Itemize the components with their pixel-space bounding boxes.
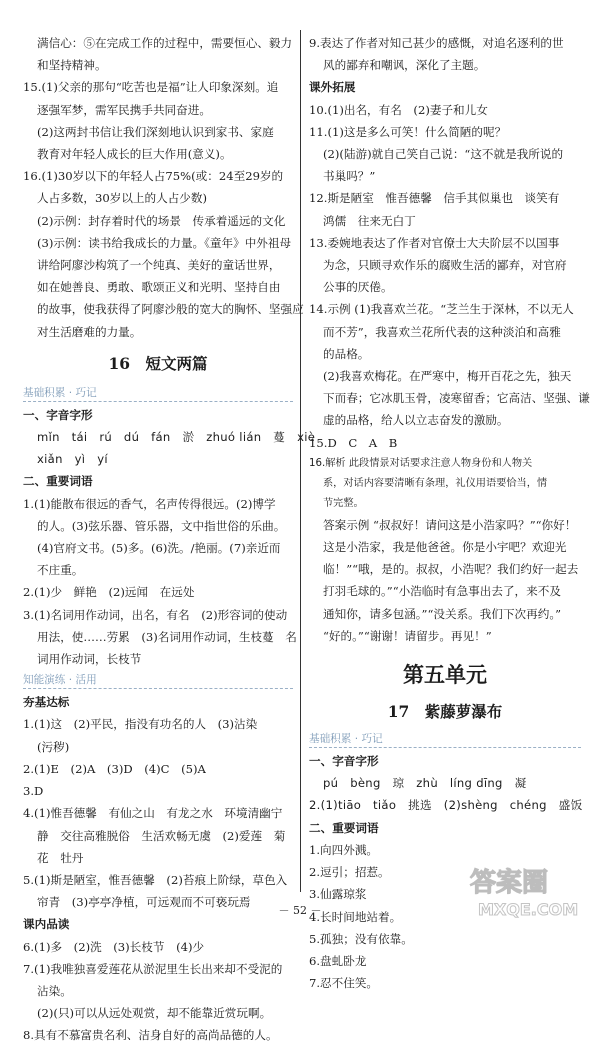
answer-line: 16.(1)30岁以下的年轻人占75%(或：24至29岁的 (23, 169, 284, 184)
answer-line: 鸿儒 往来无白丁 (323, 213, 416, 228)
answer-line: 花 牡丹 (37, 850, 84, 865)
answer-line: 沾染。 (37, 983, 72, 998)
answer-line: 13.委婉地表达了作者对官僚士大夫阶层不以国事 (309, 235, 560, 250)
answer-line: 2.(1)少 鲜艳 (2)远闻 在远处 (23, 585, 195, 600)
answer-line: 7.(1)我唯独喜爱莲花从淤泥里生长出来却不受泥的 (23, 961, 283, 976)
answer-line: 下而春；它冰肌玉骨，凌寒留香；它高洁、坚强、谦 (323, 391, 590, 406)
analysis-line: 系，对话内容要清晰有条理，礼仪用语要恰当，情 (323, 477, 548, 489)
answer-line: 的品格。 (323, 346, 370, 361)
answer-line: 满信心：⑤在完成工作的过程中，需要恒心、毅力 (37, 36, 293, 50)
answer-line: 静 交往高雅脱俗 生活欢畅无虞 (2)爱莲 菊 (37, 828, 286, 843)
lesson-title: 16 短文两篇 (108, 353, 208, 373)
section-band: 基础积累 · 巧记 (23, 383, 293, 404)
answer-line: 11.(1)这是多么可笑！什么简陋的呢？ (309, 124, 507, 139)
analysis-line: 节完整。 (323, 497, 364, 509)
answer-line: (2)示例：封存着时代的场景 传承着遥远的文化 (37, 213, 286, 228)
analysis-block (309, 454, 581, 514)
answer-line: 3.(1)名词用作动词，出名，有名 (2)形容词的使动 (23, 607, 288, 622)
section-heading: 一、字音字形 (23, 407, 93, 422)
pinyin-line: mǐn tái rú dú fán 淤 zhuó lián 蔓 xiè (37, 430, 316, 445)
answer-line: 逐强军梦，需军民携手共同奋进。 (37, 102, 211, 117)
subsection-heading: 夯基达标 (23, 695, 70, 710)
extension-answers (309, 99, 590, 454)
vocab-answers (23, 493, 297, 671)
answer-line: 5.(1)斯是陋室，惟吾德馨 (2)苔痕上阶绿，草色入 (23, 872, 288, 887)
answer-line: 7.忍不住笑。 (309, 976, 379, 991)
answer-line: 答案示例 “叔叔好！请问这是小浩家吗？”“你好！ (323, 517, 577, 532)
subsection-heading: 课外拓展 (309, 80, 356, 95)
answer-line: 词用作动词，长枝节 (37, 652, 142, 667)
answer-line: 5.孤独；没有依靠。 (309, 931, 413, 946)
answer-line: 2.逗引；招惹。 (309, 865, 390, 880)
right-column (309, 32, 590, 994)
answer-line: 15.(1)父亲的那句“吃苦也是福”让人印象深刻。追 (23, 80, 279, 95)
answer-line: 这是小浩家，我是他爸爸。你是小宇吧？欢迎光 (323, 540, 567, 555)
answer-line: 14.示例 (1)我喜欢兰花。“芝兰生于深林，不以无人 (309, 302, 574, 317)
answer-line: 1.向四外溅。 (309, 842, 379, 857)
answer-line: 不庄重。 (37, 563, 84, 578)
lesson-title: 17 紫藤萝瀑布 (387, 702, 503, 722)
answer-line: “好的。”“谢谢！请留步。再见！” (323, 628, 492, 643)
answer-line: 10.(1)出名，有名 (2)妻子和儿女 (309, 102, 488, 117)
answer-line: 通知你，请多包涵。”“没关系。我们下次再约。” (323, 606, 562, 621)
answer-line: 6.(1)多 (2)洗 (3)长枝节 (4)少 (23, 939, 205, 954)
answer-line: 和坚持精神。 (37, 58, 107, 73)
answer-line: (4)官府文书。(5)多。(6)洗。/艳丽。(7)亲近而 (37, 541, 281, 556)
answer-line: 风的鄙弃和嘲讽，深化了主题。 (323, 58, 486, 73)
answer-line: 对生活磨难的力量。 (37, 324, 142, 339)
answer-line: 书巢吗？” (323, 169, 376, 184)
answer-line: (2)(陆游)就自己笑自己说：“这不就是我所说的 (323, 147, 564, 162)
basic-answers (23, 713, 293, 913)
section-band: 基础积累 · 巧记 (309, 729, 581, 750)
answer-line: 为念，只顾寻欢作乐的腐败生活的鄙弃，对官府 (323, 258, 567, 273)
answer-line: 1.(1)能散布很远的香气，名声传得很远。(2)博学 (23, 496, 276, 511)
page-number: － 52 － (278, 904, 322, 917)
answer-line: 打羽毛球的。”“小浩临时有急事出去了，来不及 (323, 584, 561, 599)
answer-line: 9.表达了作者对知己甚少的感慨，对追名逐利的世 (309, 36, 564, 50)
pinyin-line: 2.(1)tiāo tiǎo 挑选 (2)shèng chéng 盛饭 (309, 798, 583, 813)
answer-line: 虚的品格，给人以立志奋发的激励。 (323, 413, 509, 428)
answer-line: 的故事，使我获得了阿廖沙般的宽大的胸怀、坚强应 (37, 302, 304, 317)
answer-line: 公事的厌倦。 (323, 280, 393, 295)
answer-line: 临！”“哦，是的。叔叔，小浩呢？我们约好一起去 (323, 562, 579, 577)
watermark-url: MXQE.COM (478, 900, 579, 919)
section-heading: 二、重要词语 (23, 474, 93, 489)
answer-line: 3.仙露琼浆 (309, 887, 367, 902)
section-band: 知能演练 · 活用 (23, 670, 293, 691)
answer-line: 12.斯是陋室 惟吾德馨 信手其似巢也 谈笑有 (309, 191, 560, 206)
reading-answers (23, 936, 293, 1047)
watermark-logo-icon (464, 857, 594, 921)
answer-line: 而不芳”，我喜欢兰花所代表的这种淡泊和高雅 (323, 324, 561, 339)
answer-line: 的人。(3)弦乐器、管乐器，文中指世俗的乐曲。 (37, 518, 286, 533)
analysis-line: 16.解析 此段情景对话要求注意人物身份和人物关 (309, 457, 533, 469)
section-heading: 一、字音字形 (309, 754, 379, 769)
answer-line: (污秽) (37, 739, 70, 754)
section-heading: 二、重要词语 (309, 820, 379, 835)
answer-line: 教育对年轻人成长的巨大作用(意义)。 (37, 147, 232, 162)
answer-line: (2)(只)可以从远处观赏，却不能靠近赏玩啊。 (37, 1006, 272, 1021)
answer-line: 2.(1)E (2)A (3)D (4)C (5)A (23, 761, 206, 776)
answer-line: 帘青 (3)亭亭净植，可远观而不可亵玩焉 (37, 895, 251, 910)
column-divider (300, 30, 301, 892)
answer-line: 如在她善良、勇敢、歌颂正义和光明、坚持自由 (37, 280, 281, 295)
answer-line: (3)示例：读书给我成长的力量。《童年》中外祖母 (37, 235, 292, 250)
answer-line: 人占多数，30岁以上的人占少数) (37, 191, 207, 206)
answer-example-block (309, 514, 581, 647)
answer-line: 1.(1)这 (2)平民，指没有功名的人 (3)沾染 (23, 717, 258, 732)
subsection-heading: 课内品读 (23, 917, 70, 932)
pinyin-line: pú bèng 琼 zhù líng dīng 凝 (323, 776, 527, 791)
unit-title: 第五单元 (403, 662, 487, 688)
answer-line: 用法，使……劳累 (3)名词用作动词，生枝蔓 名 (37, 629, 297, 644)
answer-line: 15.D C A B (309, 435, 398, 450)
answer-line: 4.长时间地站着。 (309, 909, 402, 924)
answer-line: (2)这两封书信让我们深刻地认识到家书、家庭 (37, 124, 274, 139)
answer-line: (2)我喜欢梅花。在严寒中，梅开百花之先，独天 (323, 369, 572, 384)
answer-line: 6.盘虬卧龙 (309, 953, 367, 968)
answer-line: 3.D (23, 784, 44, 799)
left-top-answers (23, 32, 304, 343)
answer-line: 4.(1)惟吾德馨 有仙之山 有龙之水 环境清幽宁 (23, 806, 283, 821)
pinyin-line: xiǎn yì yí (37, 452, 108, 467)
answer-line: 讲给阿廖沙构筑了一个纯真、美好的童话世界， (37, 258, 281, 273)
answer-line: 8.具有不慕富贵名利、洁身自好的高尚品德的人。 (23, 1028, 278, 1043)
watermark-text: 答案圈 (470, 868, 549, 898)
